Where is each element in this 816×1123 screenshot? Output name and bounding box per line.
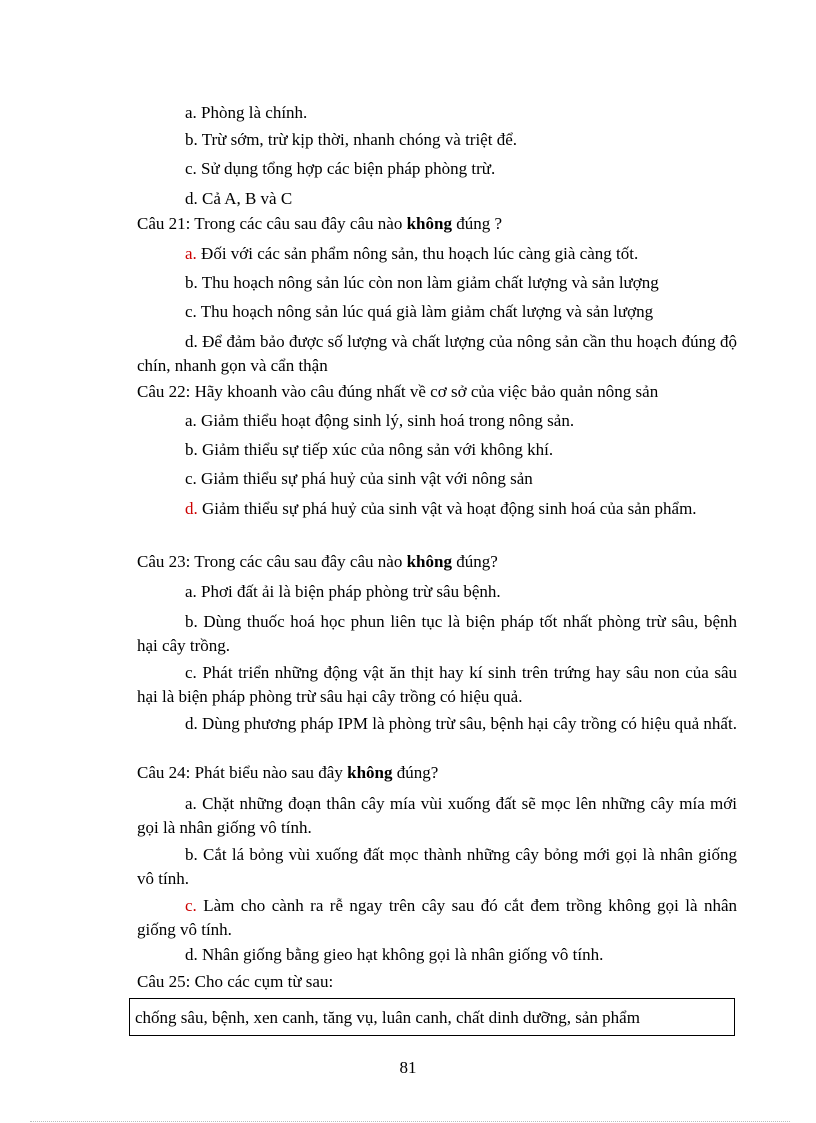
page-number: 81	[399, 1058, 417, 1077]
q23-option-c: c. Phát triển những động vật ăn thịt hay kí sinh trên trứng hay sâu non của sâu hại là biện pháp phòng trừ sâu hại cây trồng có hiệu quả.	[137, 663, 737, 706]
q21-option-c: c. Thu hoạch nông sản lúc quá già làm giảm chất lượng và sản lượng	[185, 302, 654, 321]
q21-option-a	[185, 243, 638, 265]
q21-answer-marker: a.	[185, 244, 197, 263]
q23-option-d: d. Dùng phương pháp IPM là phòng trừ sâu, bệnh hại cây trồng có hiệu quả nhất.	[185, 714, 737, 733]
q21-stem-before: Câu 21: Trong các câu sau đây câu nào	[137, 214, 407, 233]
q21-stem-emphasis: không	[406, 214, 452, 233]
q23-option-a: a. Phơi đất ải là biện pháp phòng trừ sâu bệnh.	[185, 582, 501, 601]
q20-option-a: a. Phòng là chính.	[185, 103, 308, 122]
q24-option-d: d. Nhân giống bằng gieo hạt không gọi là nhân giống vô tính.	[185, 945, 604, 964]
q24-stem-before: Câu 24: Phát biểu nào sau đây	[137, 763, 348, 782]
q24-stem	[137, 762, 438, 784]
q22-option-a: a. Giảm thiểu hoạt động sinh lý, sinh hoá trong nông sản.	[185, 411, 575, 430]
q23-stem-emphasis: không	[406, 552, 452, 571]
q21-stem	[137, 213, 502, 235]
q25-stem: Câu 25: Cho các cụm từ sau:	[137, 972, 334, 991]
q24-option-b: b. Cắt lá bỏng vùi xuống đất mọc thành những cây bỏng mới gọi là nhân giống vô tính.	[137, 845, 737, 888]
q20-option-b: b. Trừ sớm, trừ kịp thời, nhanh chóng và triệt để.	[185, 130, 517, 149]
q21-option-b: b. Thu hoạch nông sản lúc còn non làm giảm chất lượng và sản lượng	[185, 273, 659, 292]
word-bank-text: chống sâu, bệnh, xen canh, tăng vụ, luân canh, chất dinh dưỡng, sản phẩm	[135, 1008, 640, 1027]
q21-stem-after: đúng ?	[451, 214, 502, 233]
page-bottom-divider	[30, 1121, 790, 1122]
q22-option-d	[137, 497, 737, 521]
q22-option-d-text: Giảm thiểu sự phá huỷ của sinh vật và hoạt động sinh hoá của sản phẩm.	[197, 499, 697, 518]
q23-stem-after: đúng?	[451, 552, 498, 571]
q24-stem-emphasis: không	[347, 763, 393, 782]
q24-option-a: a. Chặt những đoạn thân cây mía vùi xuống đất sẽ mọc lên những cây mía mới gọi là nhân giống vô tính.	[137, 794, 737, 837]
q21-option-d: d. Để đảm bảo được số lượng và chất lượng của nông sản cần thu hoạch đúng độ chín, nhanh gọn và cẩn thận	[137, 332, 737, 375]
q22-option-c: c. Giảm thiểu sự phá huỷ của sinh vật với nông sản	[185, 469, 533, 488]
q21-option-a-text: Đối với các sản phẩm nông sản, thu hoạch lúc càng già càng tốt.	[196, 244, 639, 263]
q23-stem	[137, 551, 498, 573]
q20-option-d: d. Cả A, B và C	[185, 189, 293, 208]
q23-stem-before: Câu 23: Trong các câu sau đây câu nào	[137, 552, 407, 571]
q24-option-c	[137, 894, 737, 942]
q22-option-b: b. Giảm thiểu sự tiếp xúc của nông sản với không khí.	[185, 440, 554, 459]
q24-answer-marker: c.	[185, 896, 197, 915]
q22-answer-marker: d.	[185, 499, 198, 518]
q24-stem-after: đúng?	[392, 763, 439, 782]
q24-option-c-text: Làm cho cành ra rễ ngay trên cây sau đó cắt đem trồng không gọi là nhân giống vô tính.	[137, 896, 737, 939]
q23-option-b: b. Dùng thuốc hoá học phun liên tục là biện pháp tốt nhất phòng trừ sâu, bệnh hại cây trồng.	[137, 612, 737, 655]
q22-stem: Câu 22: Hãy khoanh vào câu đúng nhất về cơ sở của việc bảo quản nông sản	[137, 382, 659, 401]
q20-option-c: c. Sử dụng tổng hợp các biện pháp phòng trừ.	[185, 159, 496, 178]
